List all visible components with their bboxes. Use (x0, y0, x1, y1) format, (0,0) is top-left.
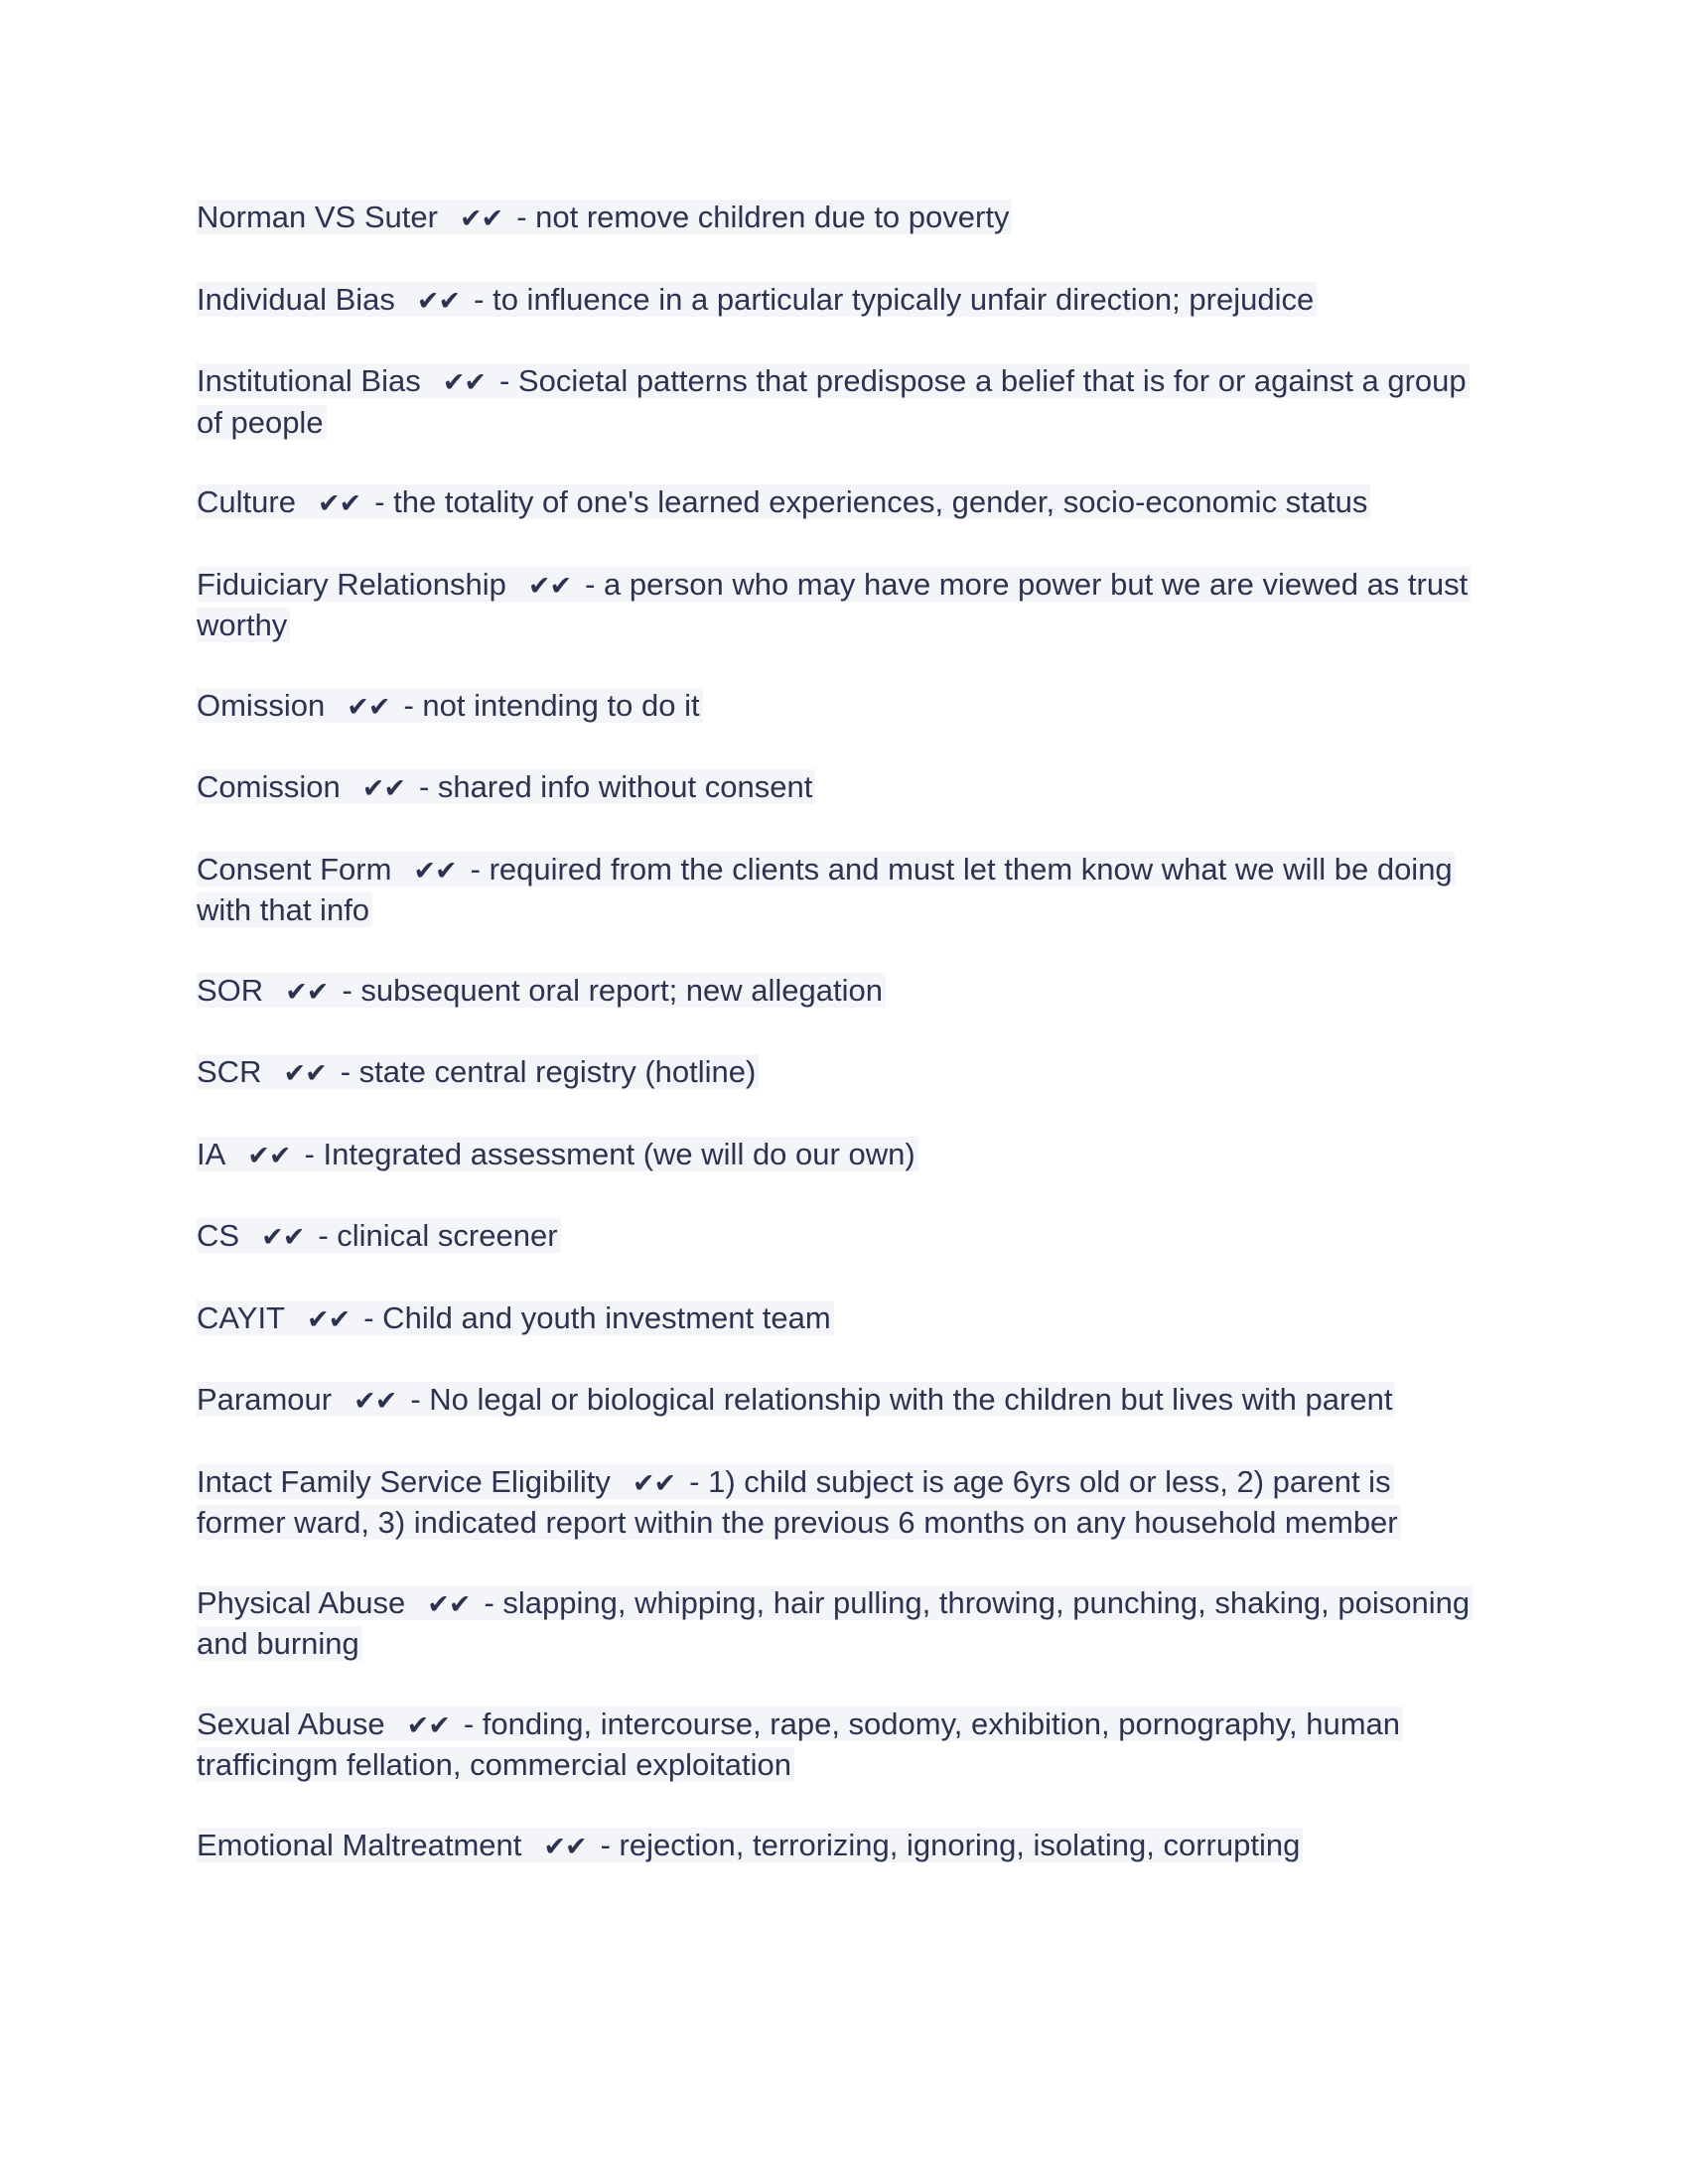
term-entry (197, 1298, 1487, 1340)
term-entry (197, 767, 1487, 809)
double-checkmark-icon: ✔✔ (347, 691, 390, 723)
definition: - to influence in a particular typically unfair direction; prejudice (474, 281, 1315, 317)
term-entry (197, 1462, 1487, 1543)
double-checkmark-icon: ✔✔ (442, 367, 486, 398)
term-entry (197, 1216, 1487, 1258)
term-entry (197, 1380, 1487, 1422)
definition: - not remove children due to poverty (516, 200, 1010, 234)
entry-highlight (197, 1382, 1395, 1417)
entry-highlight (197, 363, 1470, 440)
term: Norman VS Suter (197, 200, 438, 234)
entry-highlight (197, 1218, 561, 1253)
entry-highlight (197, 1464, 1401, 1541)
term: SOR (197, 972, 264, 1008)
definition: - state central registry (hotline) (340, 1054, 757, 1089)
entry-highlight (197, 1054, 759, 1089)
term: Culture (197, 484, 296, 519)
entry-highlight (197, 973, 886, 1008)
definition: - clinical screener (318, 1218, 558, 1253)
term-entry (197, 1826, 1487, 1867)
double-checkmark-icon: ✔✔ (427, 1588, 471, 1620)
term-entry (197, 971, 1487, 1013)
term: Intact Family Service Eligibility (197, 1463, 611, 1499)
term-entry (197, 361, 1487, 442)
term: CAYIT (197, 1299, 285, 1335)
term-entry (197, 565, 1487, 645)
entry-highlight (197, 1828, 1303, 1862)
term: SCR (197, 1054, 262, 1089)
double-checkmark-icon: ✔✔ (283, 1058, 327, 1089)
definition: - Societal patterns that predispose a belief that is for or against a group of people (197, 363, 1467, 440)
term-entry (197, 280, 1487, 322)
definition: - rejection, terrorizing, ignoring, isolating, corrupting (600, 1827, 1301, 1862)
double-checkmark-icon: ✔✔ (416, 285, 461, 317)
term: Emotional Maltreatment (197, 1827, 522, 1862)
term-entry (197, 198, 1487, 239)
entry-highlight (197, 567, 1471, 643)
term: Paramour (197, 1382, 333, 1417)
definition: - subsequent oral report; new allegation (342, 972, 883, 1008)
entry-highlight (197, 769, 815, 804)
term: Physical Abuse (197, 1584, 406, 1620)
double-checkmark-icon: ✔✔ (527, 570, 572, 602)
term-entry (197, 1135, 1487, 1176)
definition: - shared info without consent (418, 769, 813, 804)
double-checkmark-icon: ✔✔ (361, 773, 405, 804)
definition: - required from the clients and must let them know what we will be doing with that info (197, 851, 1453, 927)
term: Consent Form (197, 851, 392, 887)
entry-highlight (197, 852, 1456, 928)
term-entry (197, 1052, 1487, 1094)
flashcard-document (197, 198, 1487, 1907)
term: Individual Bias (197, 281, 395, 317)
term: Fiduiciary Relationship (197, 566, 506, 602)
definition: - No legal or biological relationship with the children but lives with parent (410, 1382, 1393, 1417)
entry-highlight (197, 1585, 1473, 1662)
term-entry (197, 1705, 1487, 1785)
definition: - slapping, whipping, hair pulling, throwing, punching, shaking, poisoning and burning (197, 1584, 1471, 1661)
entry-highlight (197, 1706, 1403, 1783)
double-checkmark-icon: ✔✔ (406, 1709, 450, 1741)
definition: - Child and youth investment team (363, 1299, 831, 1335)
entry-highlight (197, 1300, 834, 1335)
double-checkmark-icon: ✔✔ (261, 1222, 305, 1253)
term: IA (197, 1136, 226, 1171)
term: Institutional Bias (197, 363, 421, 398)
term: Omission (197, 687, 326, 723)
double-checkmark-icon: ✔✔ (353, 1386, 397, 1417)
definition: - Integrated assessment (we will do our own) (304, 1136, 915, 1171)
entry-highlight (197, 1137, 918, 1171)
double-checkmark-icon: ✔✔ (413, 855, 457, 887)
entry-highlight (197, 282, 1317, 317)
term: Comission (197, 769, 341, 804)
double-checkmark-icon: ✔✔ (459, 204, 503, 234)
double-checkmark-icon: ✔✔ (285, 976, 329, 1008)
definition: - the totality of one's learned experiences, gender, socio-economic status (374, 484, 1368, 519)
definition: - 1) child subject is age 6yrs old or less, 2) parent is former ward, 3) indicated report within the previous 6 months on any household member (197, 1463, 1398, 1540)
term-entry (197, 850, 1487, 930)
entry-highlight (197, 688, 703, 723)
term-entry (197, 686, 1487, 728)
term-entry (197, 482, 1487, 524)
double-checkmark-icon: ✔✔ (632, 1467, 676, 1499)
double-checkmark-icon: ✔✔ (543, 1831, 587, 1862)
term: CS (197, 1218, 240, 1253)
definition: - not intending to do it (403, 687, 700, 723)
entry-highlight (197, 484, 1370, 519)
double-checkmark-icon: ✔✔ (317, 488, 361, 519)
definition: - a person who may have more power but we are viewed as trust worthy (197, 566, 1469, 642)
double-checkmark-icon: ✔✔ (307, 1303, 351, 1335)
term: Sexual Abuse (197, 1706, 385, 1741)
entry-highlight (197, 200, 1012, 234)
definition: - fonding, intercourse, rape, sodomy, exhibition, pornography, human trafficingm fellation, commercial exploitation (197, 1706, 1401, 1782)
term-entry (197, 1583, 1487, 1664)
double-checkmark-icon: ✔✔ (247, 1140, 291, 1171)
